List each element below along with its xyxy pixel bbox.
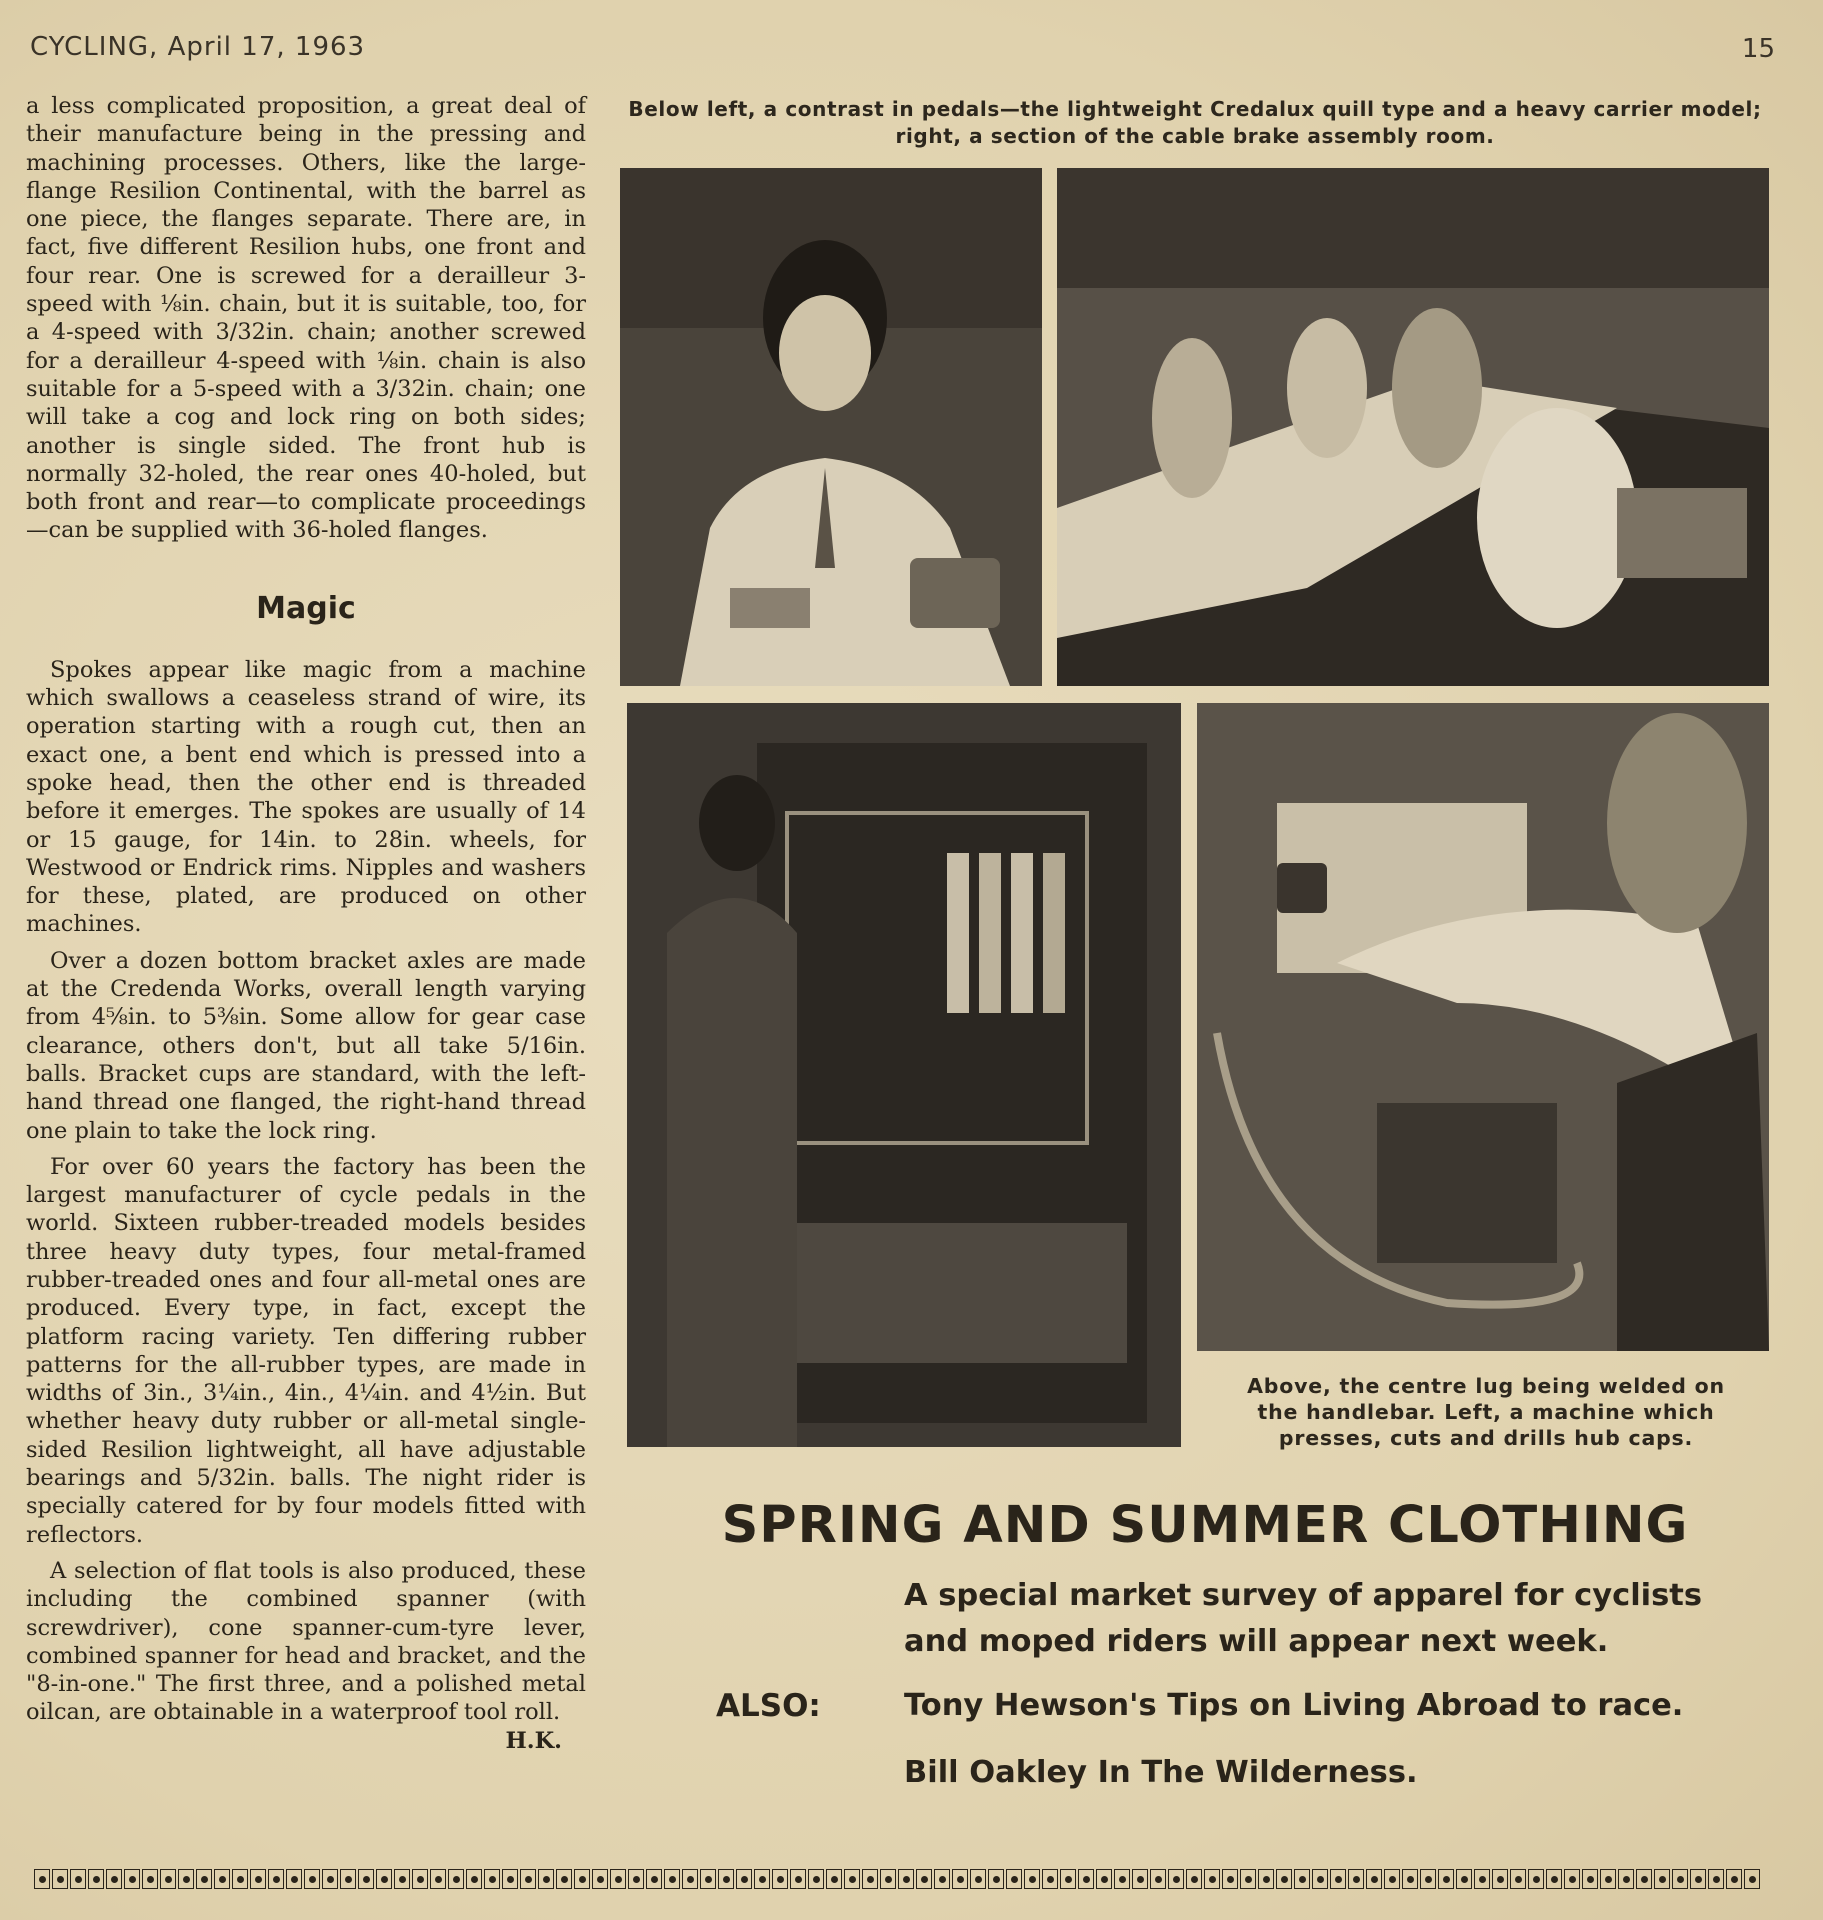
border-dot-icon bbox=[1510, 1869, 1526, 1889]
border-dot-icon bbox=[1636, 1869, 1652, 1889]
border-dot-icon bbox=[664, 1869, 680, 1889]
border-dot-icon bbox=[1618, 1869, 1634, 1889]
border-dot-icon bbox=[1294, 1869, 1310, 1889]
border-dot-icon bbox=[1348, 1869, 1364, 1889]
border-dot-icon bbox=[538, 1869, 554, 1889]
advert-item: Tony Hewson's Tips on Living Abroad to race. bbox=[904, 1688, 1684, 1723]
border-dot-icon bbox=[826, 1869, 842, 1889]
border-dot-icon bbox=[880, 1869, 896, 1889]
border-dot-icon bbox=[1726, 1869, 1742, 1889]
article-paragraph-last bbox=[26, 1557, 586, 1754]
border-dot-icon bbox=[808, 1869, 824, 1889]
border-dot-icon bbox=[286, 1869, 302, 1889]
border-dot-icon bbox=[1042, 1869, 1058, 1889]
border-dot-icon bbox=[1276, 1869, 1292, 1889]
photo-woman-with-pedals-image bbox=[620, 168, 1042, 686]
border-dot-icon bbox=[574, 1869, 590, 1889]
photo-woman-with-pedals bbox=[620, 168, 1042, 686]
border-dot-icon bbox=[394, 1869, 410, 1889]
border-dot-icon bbox=[142, 1869, 158, 1889]
border-dot-icon bbox=[448, 1869, 464, 1889]
border-dot-icon bbox=[178, 1869, 194, 1889]
publication-header: CYCLING, April 17, 1963 bbox=[30, 32, 366, 62]
border-dot-icon bbox=[1672, 1869, 1688, 1889]
border-dot-icon bbox=[1438, 1869, 1454, 1889]
border-dot-icon bbox=[88, 1869, 104, 1889]
border-dot-icon bbox=[862, 1869, 878, 1889]
border-dot-icon bbox=[34, 1869, 50, 1889]
border-dot-icon bbox=[1096, 1869, 1112, 1889]
border-dot-icon bbox=[1744, 1869, 1760, 1889]
author-signature: H.K. bbox=[505, 1727, 562, 1754]
border-dot-icon bbox=[1528, 1869, 1544, 1889]
border-dot-icon bbox=[160, 1869, 176, 1889]
border-dot-icon bbox=[628, 1869, 644, 1889]
border-dot-icon bbox=[322, 1869, 338, 1889]
article-paragraph: Over a dozen bottom bracket axles are made at the Credenda Works, overall length varying from 4⅝in. to 5⅜in. Some allow for gear case clearance, others don't, but all take 5/16in. balls. Bracket cups are standard, with the left-hand thread one flanged, the right-hand thread one plain to take the lock ring. bbox=[26, 947, 586, 1144]
border-dot-icon bbox=[970, 1869, 986, 1889]
border-dot-icon bbox=[466, 1869, 482, 1889]
border-dot-icon bbox=[1384, 1869, 1400, 1889]
border-dot-icon bbox=[898, 1869, 914, 1889]
border-dot-icon bbox=[934, 1869, 950, 1889]
photo-handlebar-welding bbox=[1197, 703, 1769, 1351]
border-dot-icon bbox=[1456, 1869, 1472, 1889]
border-dot-icon bbox=[358, 1869, 374, 1889]
article-subhead: Magic bbox=[256, 590, 356, 626]
border-dot-icon bbox=[1114, 1869, 1130, 1889]
border-dot-icon bbox=[754, 1869, 770, 1889]
border-dot-icon bbox=[1690, 1869, 1706, 1889]
border-dot-icon bbox=[1600, 1869, 1616, 1889]
article-paragraph: a less complicated proposition, a great deal of their manufacture being in the pressing and machining processes. Others, like the large-flange Resilion Continental, with the barrel as one piece, the flanges separate. There are, in fact, five different Resilion hubs, one front and four rear. One is screwed for a derailleur 3-speed with ⅛in. chain, but it is suitable, too, for a 4-speed with 3/32in. chain; another screwed for a derailleur 4-speed with ⅛in. chain is also suitable for a 5-speed with a 3/32in. chain; one will take a cog and lock ring on both sides; another is single sided. The front hub is normally 32-holed, the rear ones 40-holed, but both front and rear—to complicate proceedings—can be supplied with 36-holed flanges. bbox=[26, 93, 586, 544]
border-dot-icon bbox=[1186, 1869, 1202, 1889]
border-dot-icon bbox=[646, 1869, 662, 1889]
border-dot-icon bbox=[502, 1869, 518, 1889]
border-dot-icon bbox=[718, 1869, 734, 1889]
photo-hub-cap-machine bbox=[627, 703, 1181, 1447]
border-dot-icon bbox=[430, 1869, 446, 1889]
border-dot-icon bbox=[1060, 1869, 1076, 1889]
border-dot-icon bbox=[1078, 1869, 1094, 1889]
middle-photo-caption: Above, the centre lug being welded on the handlebar. Left, a machine which presses, cuts and drills hub caps. bbox=[1247, 1374, 1725, 1450]
border-dot-icon bbox=[952, 1869, 968, 1889]
decorative-border-strip bbox=[34, 1869, 1770, 1891]
border-dot-icon bbox=[736, 1869, 752, 1889]
border-dot-icon bbox=[484, 1869, 500, 1889]
border-dot-icon bbox=[1474, 1869, 1490, 1889]
border-dot-icon bbox=[340, 1869, 356, 1889]
border-dot-icon bbox=[1132, 1869, 1148, 1889]
border-dot-icon bbox=[268, 1869, 284, 1889]
border-dot-icon bbox=[790, 1869, 806, 1889]
border-dot-icon bbox=[196, 1869, 212, 1889]
border-dot-icon bbox=[376, 1869, 392, 1889]
article-paragraph: For over 60 years the factory has been the largest manufacturer of cycle pedals in the world. Sixteen rubber-treaded models besides three heavy duty types, four metal-framed rubber-treaded ones and four all-metal ones are produced. Every type, in fact, except the platform racing variety. Ten differing rubber patterns for the all-rubber types, are made in widths of 3in., 3¼in., 4in., 4¼in. and 4½in. But whether heavy duty rubber or all-metal single-sided Resilion lightweight, all have adjustable bearings and 5/32in. balls. The night rider is specially catered for by four models fitted with reflectors. bbox=[26, 1153, 586, 1548]
border-dot-icon bbox=[520, 1869, 536, 1889]
article-paragraph-text: A selection of flat tools is also produced, these including the combined spanner (with screwdriver), cone spanner-cum-tyre lever, combined spanner for head and bracket, and the "8-in-one." The first three, and a polished metal oilcan, are obtainable in a waterproof tool roll. bbox=[26, 1557, 586, 1726]
top-photo-caption: Below left, a contrast in pedals—the lightweight Credalux quill type and a heavy carrier model; right, a section of the cable brake assembly room. bbox=[628, 97, 1762, 148]
border-dot-icon bbox=[844, 1869, 860, 1889]
border-dot-icon bbox=[1258, 1869, 1274, 1889]
photo-handlebar-welding-image bbox=[1197, 703, 1769, 1351]
border-dot-icon bbox=[1312, 1869, 1328, 1889]
border-dot-icon bbox=[1168, 1869, 1184, 1889]
border-dot-icon bbox=[592, 1869, 608, 1889]
border-dot-icon bbox=[916, 1869, 932, 1889]
photo-assembly-room-image bbox=[1057, 168, 1769, 686]
border-dot-icon bbox=[1150, 1869, 1166, 1889]
border-dot-icon bbox=[412, 1869, 428, 1889]
border-dot-icon bbox=[1402, 1869, 1418, 1889]
border-dot-icon bbox=[610, 1869, 626, 1889]
border-dot-icon bbox=[1204, 1869, 1220, 1889]
advert-also-label: ALSO: bbox=[716, 1688, 821, 1724]
border-dot-icon bbox=[1654, 1869, 1670, 1889]
border-dot-icon bbox=[1708, 1869, 1724, 1889]
border-dot-icon bbox=[1006, 1869, 1022, 1889]
border-dot-icon bbox=[304, 1869, 320, 1889]
border-dot-icon bbox=[52, 1869, 68, 1889]
border-dot-icon bbox=[106, 1869, 122, 1889]
page-number: 15 bbox=[1741, 34, 1775, 64]
border-dot-icon bbox=[700, 1869, 716, 1889]
advert-title: SPRING AND SUMMER CLOTHING bbox=[721, 1496, 1689, 1555]
border-dot-icon bbox=[1330, 1869, 1346, 1889]
border-dot-icon bbox=[1420, 1869, 1436, 1889]
border-dot-icon bbox=[1222, 1869, 1238, 1889]
border-dot-icon bbox=[988, 1869, 1004, 1889]
article-column bbox=[26, 92, 586, 1755]
border-dot-icon bbox=[124, 1869, 140, 1889]
border-dot-icon bbox=[772, 1869, 788, 1889]
border-dot-icon bbox=[1546, 1869, 1562, 1889]
border-dot-icon bbox=[1564, 1869, 1580, 1889]
border-dot-icon bbox=[682, 1869, 698, 1889]
advert-item: Bill Oakley In The Wilderness. bbox=[904, 1755, 1418, 1790]
border-dot-icon bbox=[1024, 1869, 1040, 1889]
photo-cable-brake-assembly-room bbox=[1057, 168, 1769, 686]
border-dot-icon bbox=[214, 1869, 230, 1889]
border-dot-icon bbox=[556, 1869, 572, 1889]
photo-hub-cap-machine-image bbox=[627, 703, 1181, 1447]
border-dot-icon bbox=[1492, 1869, 1508, 1889]
border-dot-icon bbox=[250, 1869, 266, 1889]
border-dot-icon bbox=[232, 1869, 248, 1889]
border-dot-icon bbox=[70, 1869, 86, 1889]
border-dot-icon bbox=[1240, 1869, 1256, 1889]
border-dot-icon bbox=[1582, 1869, 1598, 1889]
advert-lead: A special market survey of apparel for cyclists and moped riders will appear next week. bbox=[904, 1578, 1703, 1659]
article-paragraph: Spokes appear like magic from a machine which swallows a ceaseless strand of wire, its operation starting with a rough cut, then an exact one, a bent end which is pressed into a spoke head, then the other end is threaded before it emerges. The spokes are usually of 14 or 15 gauge, for 14in. to 28in. wheels, for Westwood or Endrick rims. Nipples and washers for these, plated, are produced on other machines. bbox=[26, 656, 586, 938]
border-dot-icon bbox=[1366, 1869, 1382, 1889]
